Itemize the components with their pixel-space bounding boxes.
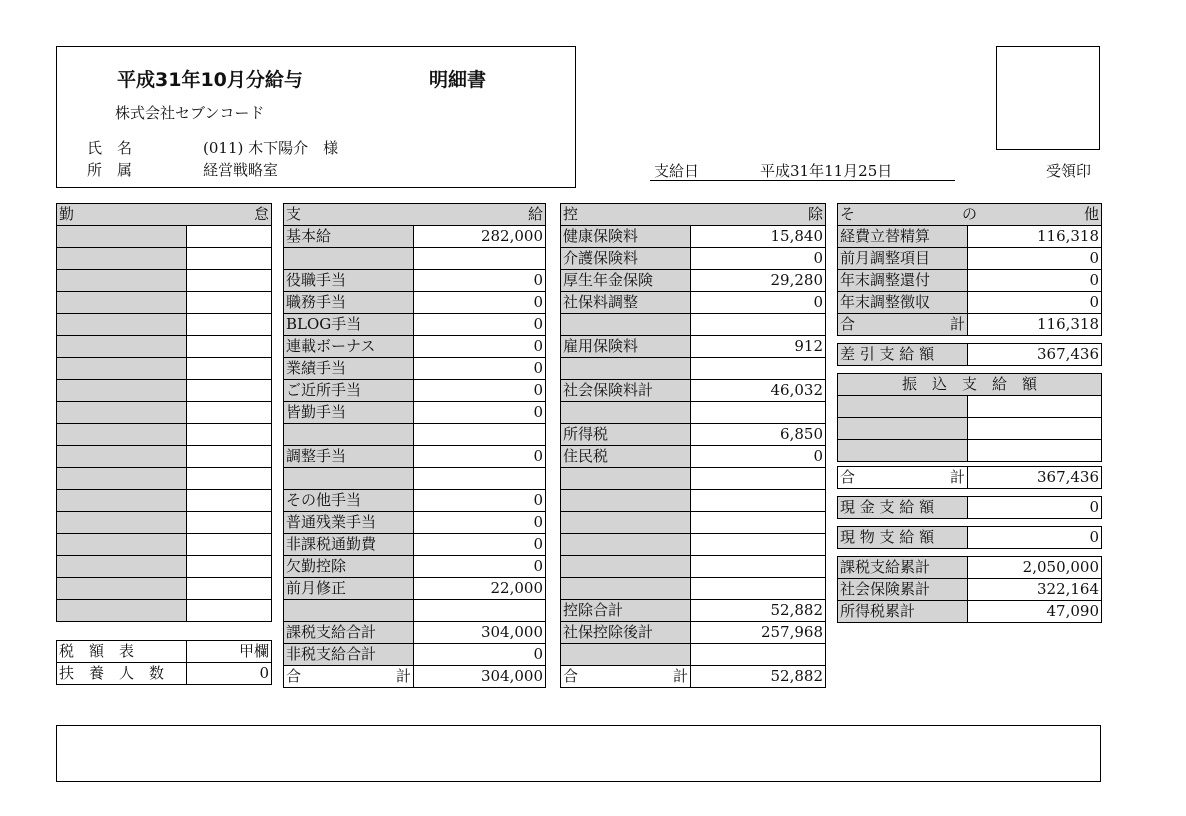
attendance-header-left: 勤	[59, 205, 75, 223]
attendance-item-label	[57, 556, 187, 578]
cash-pay-value: 0	[968, 497, 1102, 519]
other-subtotal-value: 116,318	[968, 314, 1102, 336]
pay-date-value: 平成31年11月25日	[760, 162, 893, 180]
payment-item-label: 皆勤手当	[284, 402, 414, 424]
attendance-item-label	[57, 446, 187, 468]
attendance-header	[57, 204, 272, 226]
payment-item-label: 基本給	[284, 226, 414, 248]
payment-item-value	[414, 600, 546, 622]
department-name: 経営戦略室	[203, 161, 279, 179]
payment-item-value: 0	[414, 446, 546, 468]
table-cell	[57, 622, 187, 630]
transfer-item-value	[968, 440, 1102, 462]
dependents-label: 扶 養 人 数	[57, 663, 187, 685]
employee-name-label: 氏 名	[87, 139, 133, 157]
payment-item-value	[414, 248, 546, 270]
cumulative-label: 所得税累計	[838, 601, 968, 623]
deduction-item-value: 29,280	[691, 270, 826, 292]
attendance-item-value	[187, 534, 272, 556]
deduction-item-value: 0	[691, 248, 826, 270]
attendance-item-label	[57, 600, 187, 622]
dependents-value: 0	[187, 663, 272, 685]
attendance-table	[56, 203, 272, 685]
deduction-item-value: 15,840	[691, 226, 826, 248]
deductions-total-left: 合	[563, 667, 579, 685]
deduction-item-label	[561, 556, 691, 578]
deductions-total-label	[561, 666, 691, 688]
transfer-item-value	[968, 396, 1102, 418]
payment-item-label: 欠勤控除	[284, 556, 414, 578]
deduction-item-label	[561, 644, 691, 666]
payment-item-value: 0	[414, 402, 546, 424]
deductions-table	[560, 203, 826, 688]
transfer-total-right: 計	[949, 468, 965, 486]
payment-item-label: 調整手当	[284, 446, 414, 468]
cumulative-value: 47,090	[968, 601, 1102, 623]
attendance-item-value	[187, 358, 272, 380]
attendance-item-label	[57, 424, 187, 446]
table-cell	[187, 622, 272, 630]
transfer-item-label	[838, 418, 968, 440]
payment-item-label: 業績手当	[284, 358, 414, 380]
table-cell	[838, 336, 968, 344]
deduction-item-label	[561, 512, 691, 534]
payment-item-value: 0	[414, 380, 546, 402]
deduction-item-value	[691, 556, 826, 578]
other-subtotal-right: 計	[949, 315, 965, 333]
deduction-item-label: 所得税	[561, 424, 691, 446]
payment-item-value: 0	[414, 644, 546, 666]
payment-item-value: 0	[414, 336, 546, 358]
deduction-item-label: 住民税	[561, 446, 691, 468]
table-cell	[968, 549, 1102, 557]
other-item-value: 0	[968, 248, 1102, 270]
payment-item-label: 課税支給合計	[284, 622, 414, 644]
table-cell	[838, 549, 968, 557]
table-cell	[968, 336, 1102, 344]
deduction-item-label	[561, 314, 691, 336]
deduction-item-label: 社会保険料計	[561, 380, 691, 402]
payments-header	[284, 204, 546, 226]
goods-pay-value: 0	[968, 527, 1102, 549]
attendance-header-right: 怠	[253, 205, 269, 223]
attendance-item-value	[187, 600, 272, 622]
attendance-item-value	[187, 314, 272, 336]
table-cell	[838, 366, 968, 374]
other-header-1: そ	[840, 205, 856, 223]
attendance-item-label	[57, 226, 187, 248]
attendance-item-label	[57, 534, 187, 556]
deduction-item-label: 社保料調整	[561, 292, 691, 314]
transfer-total-left: 合	[840, 468, 856, 486]
payment-item-value	[414, 424, 546, 446]
deduction-item-label	[561, 534, 691, 556]
attendance-item-label	[57, 314, 187, 336]
other-item-label: 前月調整項目	[838, 248, 968, 270]
deduction-item-label	[561, 358, 691, 380]
deduction-item-value	[691, 534, 826, 556]
attendance-item-value	[187, 226, 272, 248]
attendance-item-value	[187, 380, 272, 402]
attendance-item-value	[187, 270, 272, 292]
attendance-item-value	[187, 446, 272, 468]
cumulative-label: 社会保険累計	[838, 579, 968, 601]
other-header-3: 他	[1084, 205, 1100, 223]
deduction-item-label	[561, 402, 691, 424]
deduction-item-value	[691, 314, 826, 336]
header-box	[56, 46, 576, 188]
payment-item-value: 0	[414, 292, 546, 314]
attendance-item-value	[187, 512, 272, 534]
deduction-item-label: 介護保険料	[561, 248, 691, 270]
payment-item-label: 普通残業手当	[284, 512, 414, 534]
attendance-item-label	[57, 270, 187, 292]
deductions-header-left: 控	[563, 205, 579, 223]
deduction-item-value	[691, 468, 826, 490]
other-table	[837, 203, 1102, 623]
other-item-value: 0	[968, 270, 1102, 292]
goods-pay-label: 現 物 支 給 額	[838, 527, 968, 549]
statement-doc-type: 明細書	[429, 69, 487, 91]
attendance-item-value	[187, 578, 272, 600]
table-cell	[838, 519, 968, 527]
deduction-item-value: 52,882	[691, 600, 826, 622]
payment-item-label: 役職手当	[284, 270, 414, 292]
other-subtotal-label	[838, 314, 968, 336]
deduction-item-value: 6,850	[691, 424, 826, 446]
attendance-item-label	[57, 292, 187, 314]
cumulative-value: 322,164	[968, 579, 1102, 601]
other-item-label: 年末調整還付	[838, 270, 968, 292]
attendance-item-label	[57, 402, 187, 424]
payment-item-label: 職務手当	[284, 292, 414, 314]
deduction-item-value: 912	[691, 336, 826, 358]
remarks-box	[56, 725, 1101, 782]
payments-header-left: 支	[286, 205, 302, 223]
deductions-header-right: 除	[807, 205, 823, 223]
other-subtotal-left: 合	[840, 315, 856, 333]
pay-date-label: 支給日	[654, 162, 700, 180]
payment-item-value: 0	[414, 270, 546, 292]
deduction-item-value: 257,968	[691, 622, 826, 644]
deduction-item-label: 雇用保険料	[561, 336, 691, 358]
payments-header-right: 給	[527, 205, 543, 223]
pay-date-underline	[650, 180, 955, 181]
attendance-item-label	[57, 248, 187, 270]
attendance-item-value	[187, 490, 272, 512]
deduction-item-value: 0	[691, 292, 826, 314]
payment-item-value: 304,000	[414, 622, 546, 644]
other-item-value: 116,318	[968, 226, 1102, 248]
table-cell	[57, 629, 187, 636]
payment-item-value: 0	[414, 556, 546, 578]
deduction-item-value	[691, 490, 826, 512]
deduction-item-label	[561, 578, 691, 600]
table-cell	[968, 519, 1102, 527]
cash-pay-label: 現 金 支 給 額	[838, 497, 968, 519]
employee-name: (011) 木下陽介 様	[203, 139, 339, 157]
deduction-item-value	[691, 512, 826, 534]
deduction-item-value	[691, 358, 826, 380]
company-name: 株式会社セブンコード	[115, 104, 265, 122]
payment-item-label: 非課税通勤費	[284, 534, 414, 556]
statement-title: 平成31年10月分給与	[117, 69, 303, 91]
payments-total-value: 304,000	[414, 666, 546, 688]
payment-item-value: 282,000	[414, 226, 546, 248]
deduction-item-value	[691, 578, 826, 600]
attendance-item-label	[57, 512, 187, 534]
department-label: 所 属	[87, 161, 133, 179]
transfer-item-label	[838, 396, 968, 418]
other-item-label: 年末調整徴収	[838, 292, 968, 314]
deduction-item-label: 控除合計	[561, 600, 691, 622]
net-pay-value: 367,436	[968, 344, 1102, 366]
attendance-item-value	[187, 402, 272, 424]
payment-item-value	[414, 468, 546, 490]
deduction-item-label	[561, 468, 691, 490]
payment-item-value: 0	[414, 534, 546, 556]
payment-item-label	[284, 600, 414, 622]
payment-item-label: BLOG手当	[284, 314, 414, 336]
payments-total-left: 合	[286, 667, 302, 685]
payment-item-value: 0	[414, 314, 546, 336]
attendance-item-label	[57, 578, 187, 600]
payments-total-label	[284, 666, 414, 688]
tax-table-value: 甲欄	[187, 641, 272, 663]
payment-item-label: ご近所手当	[284, 380, 414, 402]
attendance-item-value	[187, 468, 272, 490]
payment-item-label: 連載ボーナス	[284, 336, 414, 358]
deduction-item-label: 社保控除後計	[561, 622, 691, 644]
payment-item-label: その他手当	[284, 490, 414, 512]
attendance-item-value	[187, 336, 272, 358]
payment-item-value: 0	[414, 512, 546, 534]
attendance-item-label	[57, 380, 187, 402]
receipt-stamp-label: 受領印	[1046, 162, 1092, 180]
attendance-item-label	[57, 358, 187, 380]
receipt-stamp-box	[996, 46, 1100, 150]
deduction-item-value: 46,032	[691, 380, 826, 402]
transfer-total-value: 367,436	[968, 467, 1102, 489]
payments-total-right: 計	[395, 667, 411, 685]
deduction-item-value: 0	[691, 446, 826, 468]
net-pay-label: 差 引 支 給 額	[838, 344, 968, 366]
attendance-item-label	[57, 468, 187, 490]
payment-item-label	[284, 468, 414, 490]
deductions-total-value: 52,882	[691, 666, 826, 688]
attendance-item-label	[57, 490, 187, 512]
table-cell	[838, 489, 968, 497]
payment-item-value: 22,000	[414, 578, 546, 600]
payment-item-value: 0	[414, 358, 546, 380]
deduction-item-label: 厚生年金保険	[561, 270, 691, 292]
transfer-header: 振 込 支 給 額	[838, 374, 1102, 396]
other-header	[838, 204, 1102, 226]
transfer-item-value	[968, 418, 1102, 440]
attendance-item-value	[187, 292, 272, 314]
payment-item-label: 非税支給合計	[284, 644, 414, 666]
cumulative-label: 課税支給累計	[838, 557, 968, 579]
deduction-item-value	[691, 402, 826, 424]
other-item-label: 経費立替精算	[838, 226, 968, 248]
payment-item-value: 0	[414, 490, 546, 512]
cumulative-value: 2,050,000	[968, 557, 1102, 579]
attendance-item-value	[187, 424, 272, 446]
payments-table	[283, 203, 546, 688]
other-header-2: の	[962, 205, 978, 223]
deductions-header	[561, 204, 826, 226]
deduction-item-value	[691, 644, 826, 666]
table-cell	[187, 629, 272, 636]
tax-table-label: 税 額 表	[57, 641, 187, 663]
transfer-item-label	[838, 440, 968, 462]
table-cell	[968, 489, 1102, 497]
deductions-total-right: 計	[672, 667, 688, 685]
table-cell	[968, 366, 1102, 374]
attendance-item-value	[187, 248, 272, 270]
attendance-item-label	[57, 336, 187, 358]
deduction-item-label	[561, 490, 691, 512]
attendance-item-value	[187, 556, 272, 578]
payment-item-label	[284, 248, 414, 270]
transfer-total-label	[838, 467, 968, 489]
deduction-item-label: 健康保険料	[561, 226, 691, 248]
payment-item-label: 前月修正	[284, 578, 414, 600]
other-item-value: 0	[968, 292, 1102, 314]
payment-item-label	[284, 424, 414, 446]
